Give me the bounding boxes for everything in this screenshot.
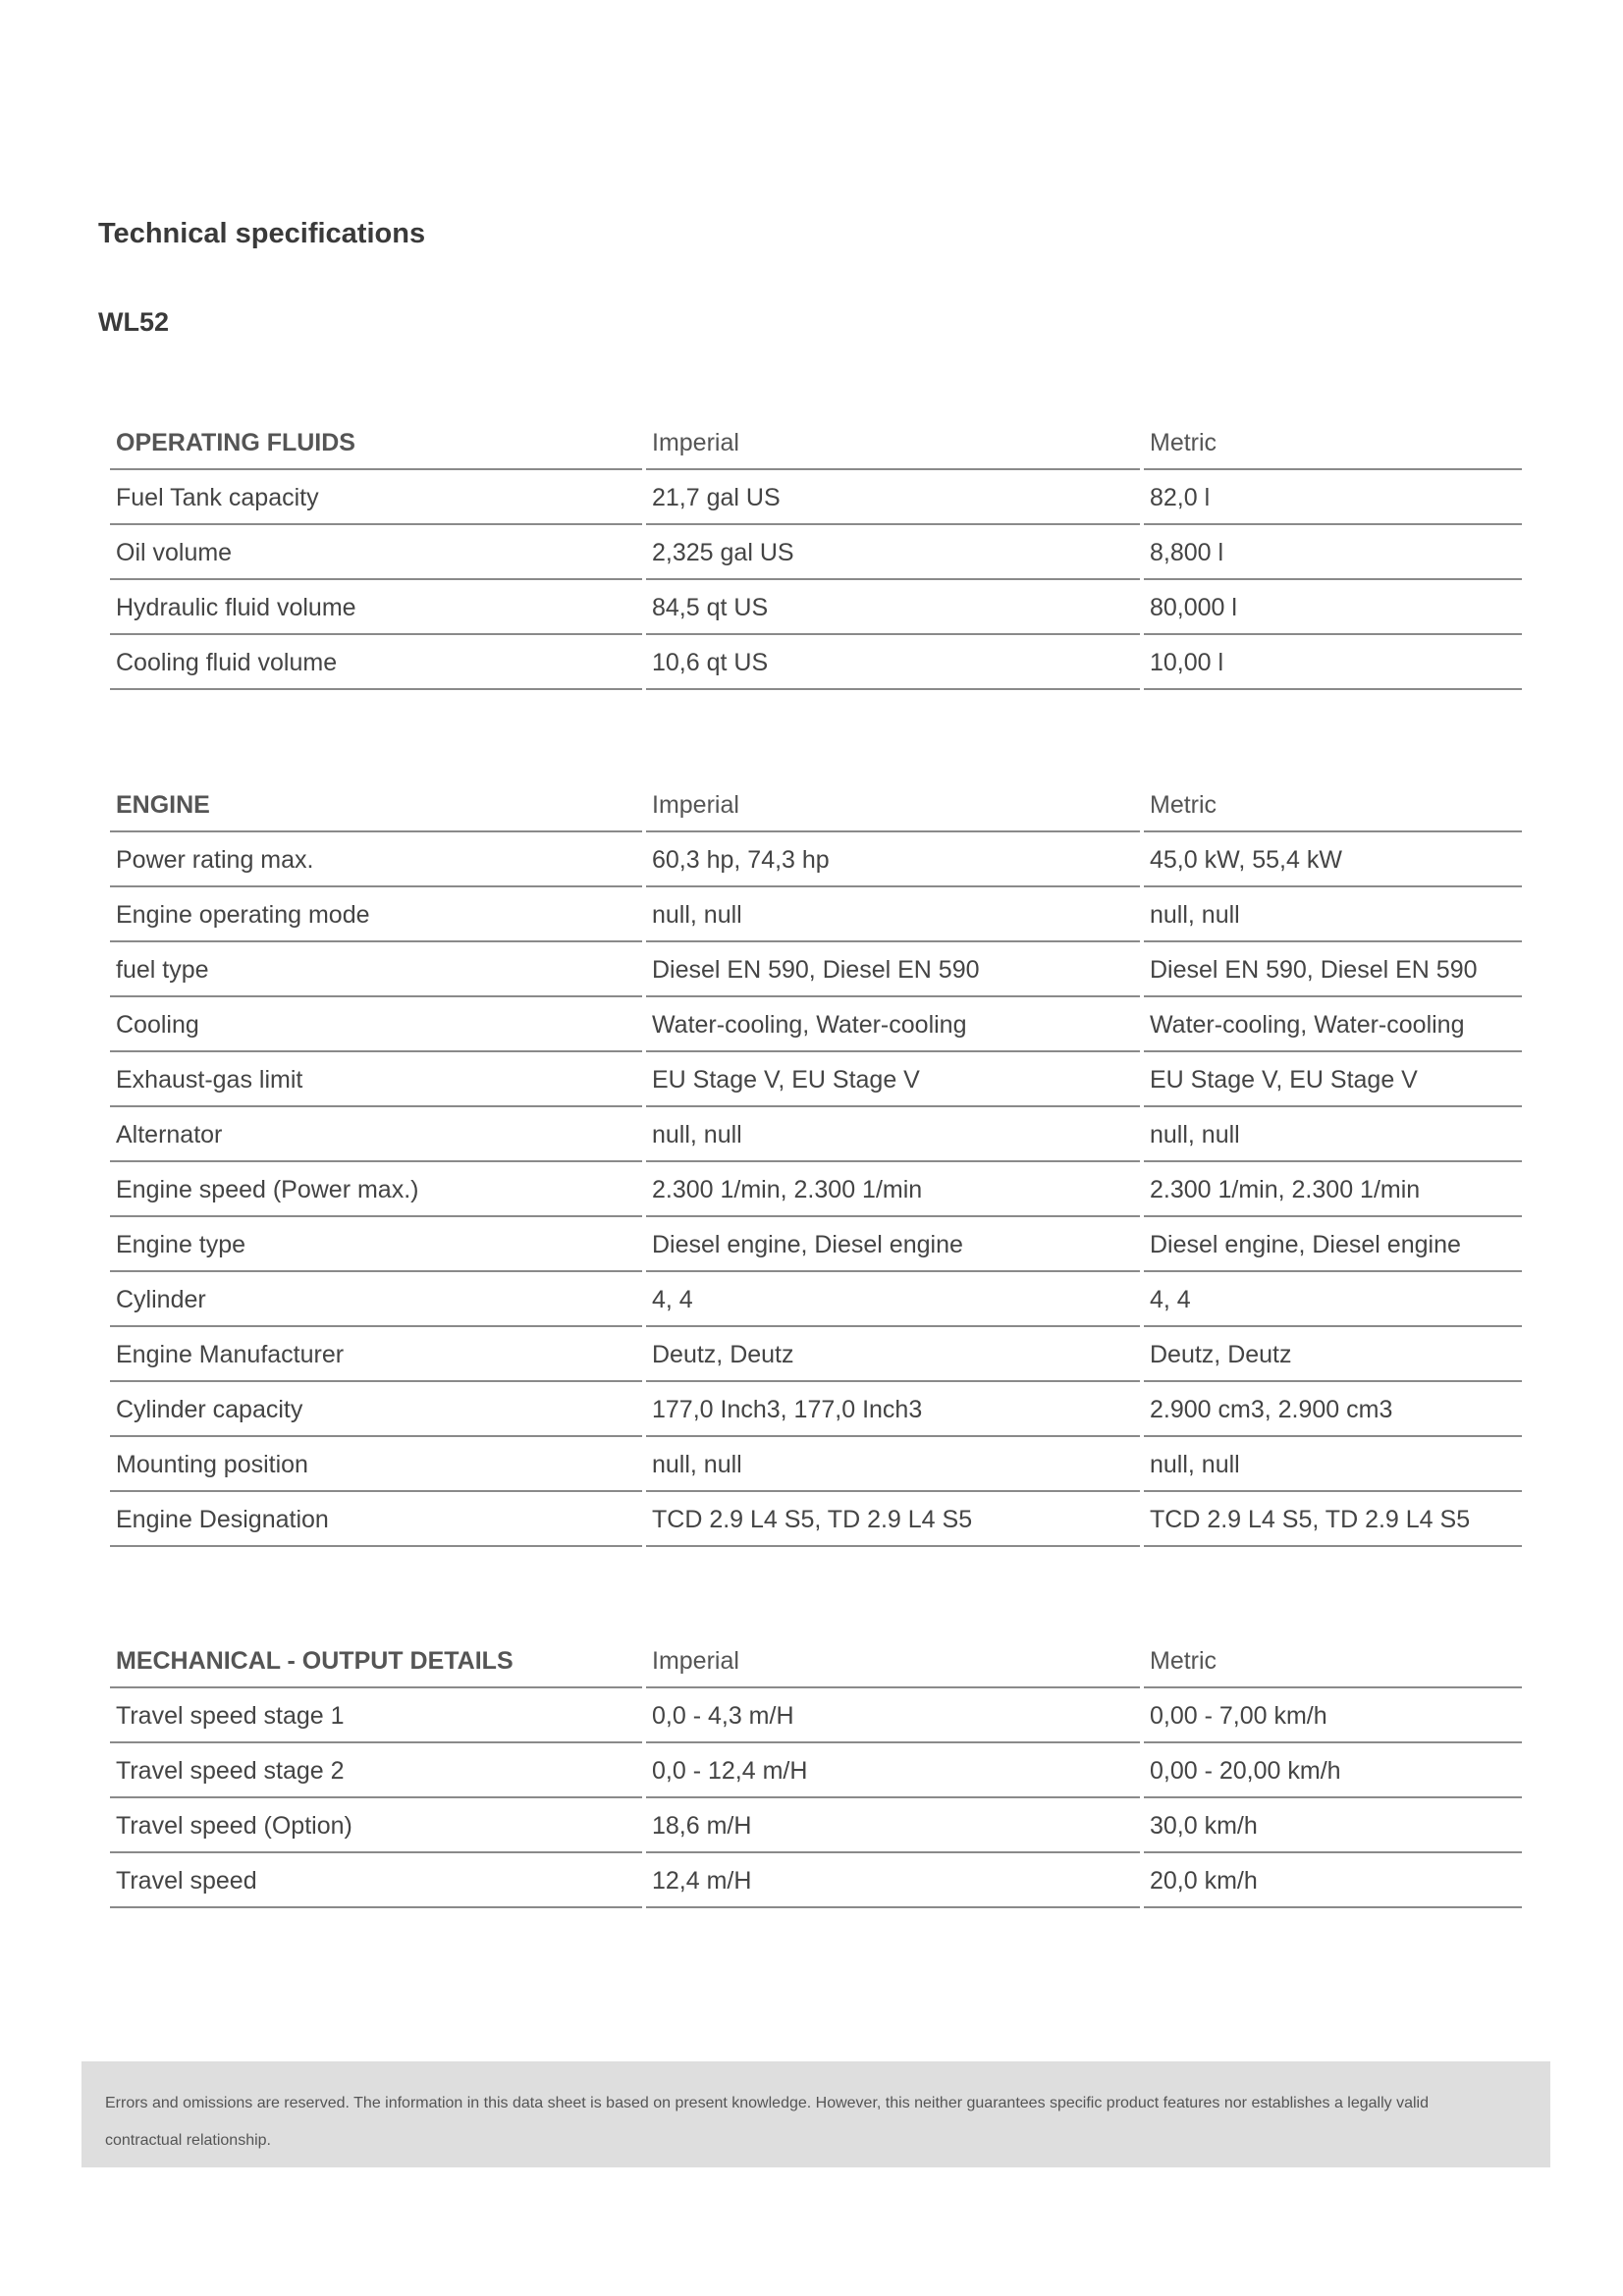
- table-row: [110, 470, 1522, 525]
- spec-label: Cooling: [110, 997, 642, 1052]
- imperial-value: 4, 4: [646, 1272, 1140, 1327]
- table-row: [110, 832, 1522, 887]
- table-row: [110, 1327, 1522, 1382]
- metric-value: EU Stage V, EU Stage V: [1144, 1052, 1522, 1107]
- engine-table: [110, 777, 1522, 1547]
- imperial-column-header: Imperial: [646, 415, 1140, 470]
- imperial-value: 10,6 qt US: [646, 635, 1140, 690]
- spec-label: Travel speed: [110, 1853, 642, 1908]
- table-row: [110, 525, 1522, 580]
- imperial-value: Diesel EN 590, Diesel EN 590: [646, 942, 1140, 997]
- metric-value: 82,0 l: [1144, 470, 1522, 525]
- metric-column-header: Metric: [1144, 777, 1522, 832]
- metric-value: 80,000 l: [1144, 580, 1522, 635]
- metric-value: 10,00 l: [1144, 635, 1522, 690]
- spec-label: Fuel Tank capacity: [110, 470, 642, 525]
- table-row: [110, 1437, 1522, 1492]
- metric-value: 0,00 - 20,00 km/h: [1144, 1743, 1522, 1798]
- model-name: WL52: [98, 307, 170, 337]
- table-row: [110, 997, 1522, 1052]
- section-heading: ENGINE: [110, 777, 642, 832]
- imperial-value: 84,5 qt US: [646, 580, 1140, 635]
- table-row: [110, 1052, 1522, 1107]
- spec-label: Cooling fluid volume: [110, 635, 642, 690]
- spec-label: Engine speed (Power max.): [110, 1162, 642, 1217]
- imperial-column-header: Imperial: [646, 1633, 1140, 1688]
- table-row: [110, 580, 1522, 635]
- imperial-value: 0,0 - 12,4 m/H: [646, 1743, 1140, 1798]
- metric-value: null, null: [1144, 1437, 1522, 1492]
- spec-label: Engine type: [110, 1217, 642, 1272]
- spec-label: Travel speed stage 1: [110, 1688, 642, 1743]
- spec-label: Exhaust-gas limit: [110, 1052, 642, 1107]
- spec-label: Engine operating mode: [110, 887, 642, 942]
- imperial-value: null, null: [646, 887, 1140, 942]
- table-row: [110, 1853, 1522, 1908]
- disclaimer-line-2: contractual relationship.: [105, 2132, 271, 2149]
- imperial-value: Deutz, Deutz: [646, 1327, 1140, 1382]
- table-row: [110, 1107, 1522, 1162]
- spec-label: fuel type: [110, 942, 642, 997]
- table-row: [110, 942, 1522, 997]
- table-row: [110, 1162, 1522, 1217]
- operating-fluids-table: [110, 415, 1522, 690]
- metric-value: 4, 4: [1144, 1272, 1522, 1327]
- table-header-row: [110, 777, 1522, 832]
- metric-value: 8,800 l: [1144, 525, 1522, 580]
- metric-value: Diesel EN 590, Diesel EN 590: [1144, 942, 1522, 997]
- spec-label: Hydraulic fluid volume: [110, 580, 642, 635]
- imperial-value: 177,0 Inch3, 177,0 Inch3: [646, 1382, 1140, 1437]
- imperial-value: EU Stage V, EU Stage V: [646, 1052, 1140, 1107]
- spec-label: Alternator: [110, 1107, 642, 1162]
- imperial-value: 12,4 m/H: [646, 1853, 1140, 1908]
- table-row: [110, 1382, 1522, 1437]
- table-row: [110, 1688, 1522, 1743]
- imperial-value: 21,7 gal US: [646, 470, 1140, 525]
- spec-label: Mounting position: [110, 1437, 642, 1492]
- metric-value: Deutz, Deutz: [1144, 1327, 1522, 1382]
- imperial-value: 60,3 hp, 74,3 hp: [646, 832, 1140, 887]
- table-row: [110, 635, 1522, 690]
- imperial-column-header: Imperial: [646, 777, 1140, 832]
- table-row: [110, 1492, 1522, 1547]
- spec-label: Engine Designation: [110, 1492, 642, 1547]
- imperial-value: 18,6 m/H: [646, 1798, 1140, 1853]
- table-row: [110, 1217, 1522, 1272]
- table-row: [110, 1272, 1522, 1327]
- disclaimer-box: [81, 2061, 1550, 2167]
- metric-value: 2.300 1/min, 2.300 1/min: [1144, 1162, 1522, 1217]
- spec-label: Travel speed stage 2: [110, 1743, 642, 1798]
- spec-label: Engine Manufacturer: [110, 1327, 642, 1382]
- page-title: Technical specifications: [98, 218, 426, 249]
- spec-label: Oil volume: [110, 525, 642, 580]
- spec-label: Travel speed (Option): [110, 1798, 642, 1853]
- spec-label: Power rating max.: [110, 832, 642, 887]
- imperial-value: null, null: [646, 1437, 1140, 1492]
- metric-value: null, null: [1144, 1107, 1522, 1162]
- metric-value: null, null: [1144, 887, 1522, 942]
- disclaimer-line-1: Errors and omissions are reserved. The information in this data sheet is based on present knowledge. However, this neither guarantees specific product features nor establishes a legally valid: [105, 2095, 1429, 2111]
- imperial-value: 0,0 - 4,3 m/H: [646, 1688, 1140, 1743]
- spec-label: Cylinder: [110, 1272, 642, 1327]
- metric-value: 45,0 kW, 55,4 kW: [1144, 832, 1522, 887]
- metric-value: 2.900 cm3, 2.900 cm3: [1144, 1382, 1522, 1437]
- mechanical-output-table: [110, 1633, 1522, 1908]
- imperial-value: Water-cooling, Water-cooling: [646, 997, 1140, 1052]
- imperial-value: Diesel engine, Diesel engine: [646, 1217, 1140, 1272]
- table-row: [110, 887, 1522, 942]
- metric-column-header: Metric: [1144, 415, 1522, 470]
- metric-column-header: Metric: [1144, 1633, 1522, 1688]
- spec-label: Cylinder capacity: [110, 1382, 642, 1437]
- metric-value: 20,0 km/h: [1144, 1853, 1522, 1908]
- table-header-row: [110, 1633, 1522, 1688]
- imperial-value: 2,325 gal US: [646, 525, 1140, 580]
- metric-value: Water-cooling, Water-cooling: [1144, 997, 1522, 1052]
- imperial-value: null, null: [646, 1107, 1140, 1162]
- table-header-row: [110, 415, 1522, 470]
- section-heading: MECHANICAL - OUTPUT DETAILS: [110, 1633, 642, 1688]
- imperial-value: TCD 2.9 L4 S5, TD 2.9 L4 S5: [646, 1492, 1140, 1547]
- metric-value: TCD 2.9 L4 S5, TD 2.9 L4 S5: [1144, 1492, 1522, 1547]
- section-heading: OPERATING FLUIDS: [110, 415, 642, 470]
- metric-value: 0,00 - 7,00 km/h: [1144, 1688, 1522, 1743]
- imperial-value: 2.300 1/min, 2.300 1/min: [646, 1162, 1140, 1217]
- table-row: [110, 1743, 1522, 1798]
- table-row: [110, 1798, 1522, 1853]
- metric-value: Diesel engine, Diesel engine: [1144, 1217, 1522, 1272]
- metric-value: 30,0 km/h: [1144, 1798, 1522, 1853]
